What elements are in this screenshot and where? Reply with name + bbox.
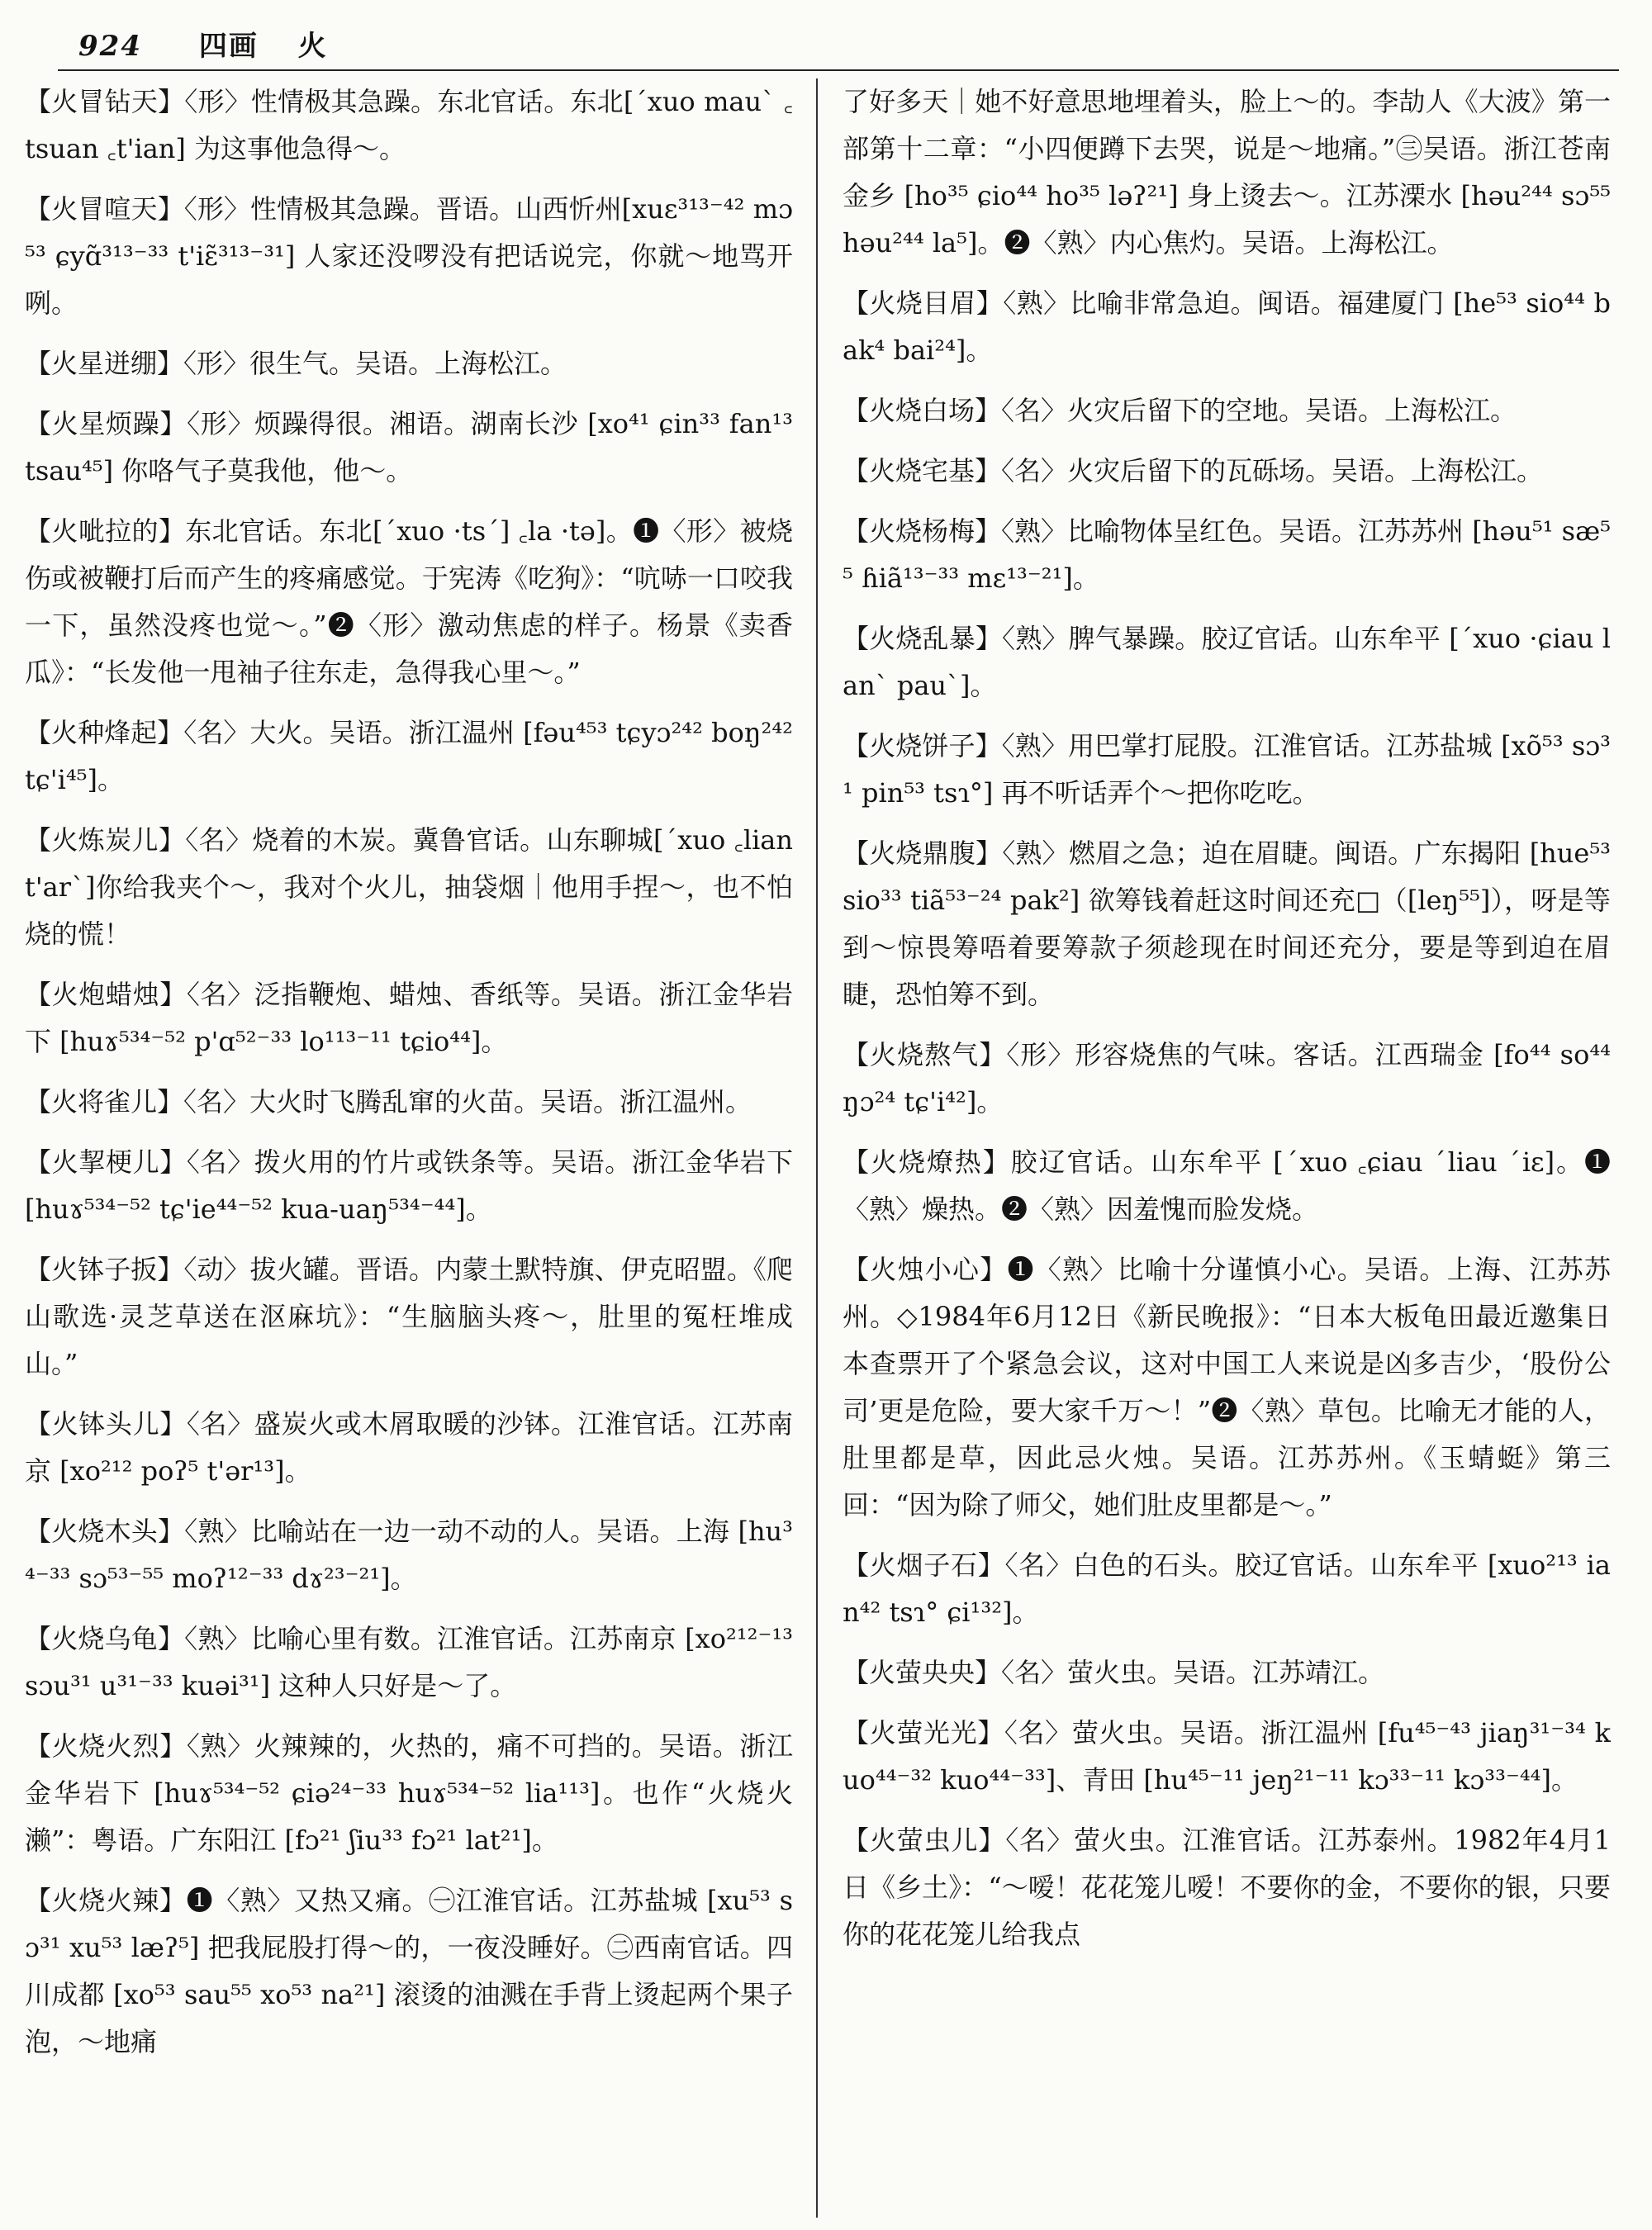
entry-continuation: 了好多天｜她不好意思地埋着头，脸上～的。李劼人《大波》第一部第十二章：“小四便蹲下去哭，说是～地痛。”㊂吴语。浙江苍南金乡 [ho³⁵ ɕio⁴⁴ ho³⁵ ləʔ²¹] 身上烫去～。江苏溧水 [həu²⁴⁴ sɔ⁵⁵ həu²⁴⁴ la⁵]。❷〈熟〉内心焦灼。吴语。上海松江。	[843, 86, 1611, 259]
entry: 【火呲拉的】东北官话。东北[ˊxuo ·tsˊ] ꜀la ·tə]。❶〈形〉被烧伤或被鞭打后而产生的疼痛感觉。于宪涛《吃狗》：“吭哧一口咬我一下，虽然没疼也觉～。”❷〈形〉激动焦虑的样子。杨景《卖香瓜》：“长发他一甩袖子往东走，急得我心里～。”	[25, 515, 793, 688]
entry: 【火星迸绷】〈形〉很生气。吴语。上海松江。	[25, 348, 567, 379]
entry: 【火将雀儿】〈名〉大火时飞腾乱窜的火苗。吴语。浙江温州。	[25, 1086, 752, 1117]
entry: 【火烧乱暴】〈熟〉脾气暴躁。胶辽官话。山东牟平 [ˊxuo ·ɕiau lanˋ pauˋ]。	[843, 623, 1611, 701]
entry: 【火钵子扳】〈动〉拔火罐。晋语。内蒙土默特旗、伊克昭盟。《爬山歌选·灵芝草送在沤麻坑》：“生脑脑头疼～，肚里的冤枉堆成山。”	[25, 1254, 793, 1379]
entry: 【火挈梗儿】〈名〉拨火用的竹片或铁条等。吴语。浙江金华岩下 [huɤ⁵³⁴⁻⁵² tɕ'ie⁴⁴⁻⁵² kua-uaŋ⁵³⁴⁻⁴⁴]。	[25, 1146, 793, 1225]
entry: 【火种烽起】〈名〉大火。吴语。浙江温州 [fəu⁴⁵³ tɕyɔ²⁴² boŋ²⁴² tɕ'i⁴⁵]。	[25, 717, 793, 795]
entry: 【火炮蜡烛】〈名〉泛指鞭炮、蜡烛、香纸等。吴语。浙江金华岩下 [huɤ⁵³⁴⁻⁵² p'ɑ⁵²⁻³³ lo¹¹³⁻¹¹ tɕio⁴⁴]。	[25, 979, 793, 1057]
entry: 【火烧火辣】❶〈熟〉又热又痛。㊀江淮官话。江苏盐城 [xu⁵³ sɔ³¹ xu⁵³ læʔ⁵] 把我屁股打得～的，一夜没睡好。㊁西南官话。四川成都 [xo⁵³ sau⁵⁵ xo⁵³ na²¹] 滚烫的油溅在手背上烫起两个果子泡，～地痛	[25, 1885, 793, 2057]
entry: 【火钵头儿】〈名〉盛炭火或木屑取暖的沙钵。江淮官话。江苏南京 [xo²¹² poʔ⁵ t'ər¹³]。	[25, 1408, 793, 1487]
entry: 【火烧白场】〈名〉火灾后留下的空地。吴语。上海松江。	[843, 395, 1517, 426]
right-column	[843, 78, 1611, 2222]
entry: 【火冒钻天】〈形〉性情极其急躁。东北官话。东北[ˊxuo mauˋ ꜀tsuan ꜀t'ian] 为这事他急得～。	[25, 86, 793, 164]
entry: 【火烛小心】❶〈熟〉比喻十分谨慎小心。吴语。上海、江苏苏州。◇1984年6月12日《新民晚报》：“日本大板龟田最近邀集日本查票开了个紧急会议，这对中国工人来说是凶多吉少，‘股份公司’更是危险，要大家千万～！”❷〈熟〉草包。比喻无才能的人，肚里都是草，因此忌火烛。吴语。江苏苏州。《玉蜻蜓》第三回：“因为除了师父，她们肚皮里都是～。”	[843, 1254, 1611, 1521]
left-column	[25, 78, 793, 2222]
entry: 【火烧目眉】〈熟〉比喻非常急迫。闽语。福建厦门 [he⁵³ sio⁴⁴ bak⁴ bai²⁴]。	[843, 287, 1611, 366]
entry: 【火冒喧天】〈形〉性情极其急躁。晋语。山西忻州[xuɛ³¹³⁻⁴² mɔ⁵³ ɕyɑ̃³¹³⁻³³ t'iɛ̃³¹³⁻³¹] 人家还没啰没有把话说完，你就～地骂开咧。	[25, 193, 793, 319]
entry: 【火烧火烈】〈熟〉火辣辣的，火热的，痛不可挡的。吴语。浙江金华岩下 [huɤ⁵³⁴⁻⁵² ɕiə²⁴⁻³³ huɤ⁵³⁴⁻⁵² lia¹¹³]。也作“火烧火濑”：粤语。广东阳江 [fɔ²¹ ʃiu³³ fɔ²¹ lat²¹]。	[25, 1730, 793, 1856]
entry: 【火烧杨梅】〈熟〉比喻物体呈红色。吴语。江苏苏州 [həu⁵¹ sæ⁵⁵ ɦiã¹³⁻³³ mɛ¹³⁻²¹]。	[843, 515, 1611, 594]
entry: 【火烧乌龟】〈熟〉比喻心里有数。江淮官话。江苏南京 [xo²¹²⁻¹³ sɔu³¹ u³¹⁻³³ kuəi³¹] 这种人只好是～了。	[25, 1623, 793, 1701]
entry: 【火烧熬气】〈形〉形容烧焦的气味。客话。江西瑞金 [fo⁴⁴ so⁴⁴ ŋɔ²⁴ tɕ'i⁴²]。	[843, 1039, 1611, 1117]
page-header	[78, 23, 328, 64]
entry: 【火烧木头】〈熟〉比喻站在一边一动不动的人。吴语。上海 [hu³⁴⁻³³ sɔ⁵³⁻⁵⁵ moʔ¹²⁻³³ dɤ²³⁻²¹]。	[25, 1516, 793, 1594]
entry: 【火烧鼎腹】〈熟〉燃眉之急；迫在眉睫。闽语。广东揭阳 [hue⁵³ sio³³ tiã⁵³⁻²⁴ pak²] 欲筹钱着赶这时间还充□（[leŋ⁵⁵]），呀是等到～惊畏筹唔着要筹款子须趁现在时间还充分，要是等到迫在眉睫，恐怕筹不到。	[843, 837, 1611, 1010]
entry: 【火烧宅基】〈名〉火灾后留下的瓦砾场。吴语。上海松江。	[843, 455, 1544, 486]
entry: 【火烧燎热】胶辽官话。山东牟平 [ˊxuo ꜀ɕiau ˊliau ˊiɛ]。❶〈熟〉燥热。❷〈熟〉因羞愧而脸发烧。	[843, 1146, 1611, 1225]
radical-label: 火	[297, 30, 328, 63]
entry: 【火星烦躁】〈形〉烦躁得很。湘语。湖南长沙 [xo⁴¹ ɕin³³ fan¹³ tsau⁴⁵] 你咯气子莫我他，他～。	[25, 408, 793, 486]
header-rule	[58, 69, 1619, 71]
entry: 【火烟子石】〈名〉白色的石头。胶辽官话。山东牟平 [xuo²¹³ ian⁴² tsɿ° ɕi¹³²]。	[843, 1549, 1611, 1628]
stroke-section: 四画	[198, 30, 259, 63]
page-number: 924	[78, 30, 142, 63]
entry: 【火炼炭儿】〈名〉烧着的木炭。冀鲁官话。山东聊城[ˊxuo ꜀lian t'arˋ]你给我夹个～，我对个火儿，抽袋烟｜他用手捏～，也不怕烧的慌！	[25, 824, 793, 950]
entry: 【火萤虫儿】〈名〉萤火虫。江淮官话。江苏泰州。1982年4月1日《乡土》：“～嗳！花花笼儿嗳！不要你的金，不要你的银，只要你的花花笼儿给我点	[843, 1824, 1611, 1950]
entry: 【火萤光光】〈名〉萤火虫。吴语。浙江温州 [fu⁴⁵⁻⁴³ jiaŋ³¹⁻³⁴ kuo⁴⁴⁻³² kuo⁴⁴⁻³³]、青田 [hu⁴⁵⁻¹¹ jeŋ²¹⁻¹¹ kɔ³³⁻¹¹ kɔ³³⁻⁴⁴]。	[843, 1717, 1611, 1796]
entry: 【火萤央央】〈名〉萤火虫。吴语。江苏靖江。	[843, 1657, 1385, 1688]
column-divider	[816, 78, 818, 2218]
entry: 【火烧饼子】〈熟〉用巴掌打屁股。江淮官话。江苏盐城 [xõ⁵³ sɔ³¹ pin⁵³ tsɿ°] 再不听话弄个～把你吃吃。	[843, 730, 1611, 809]
